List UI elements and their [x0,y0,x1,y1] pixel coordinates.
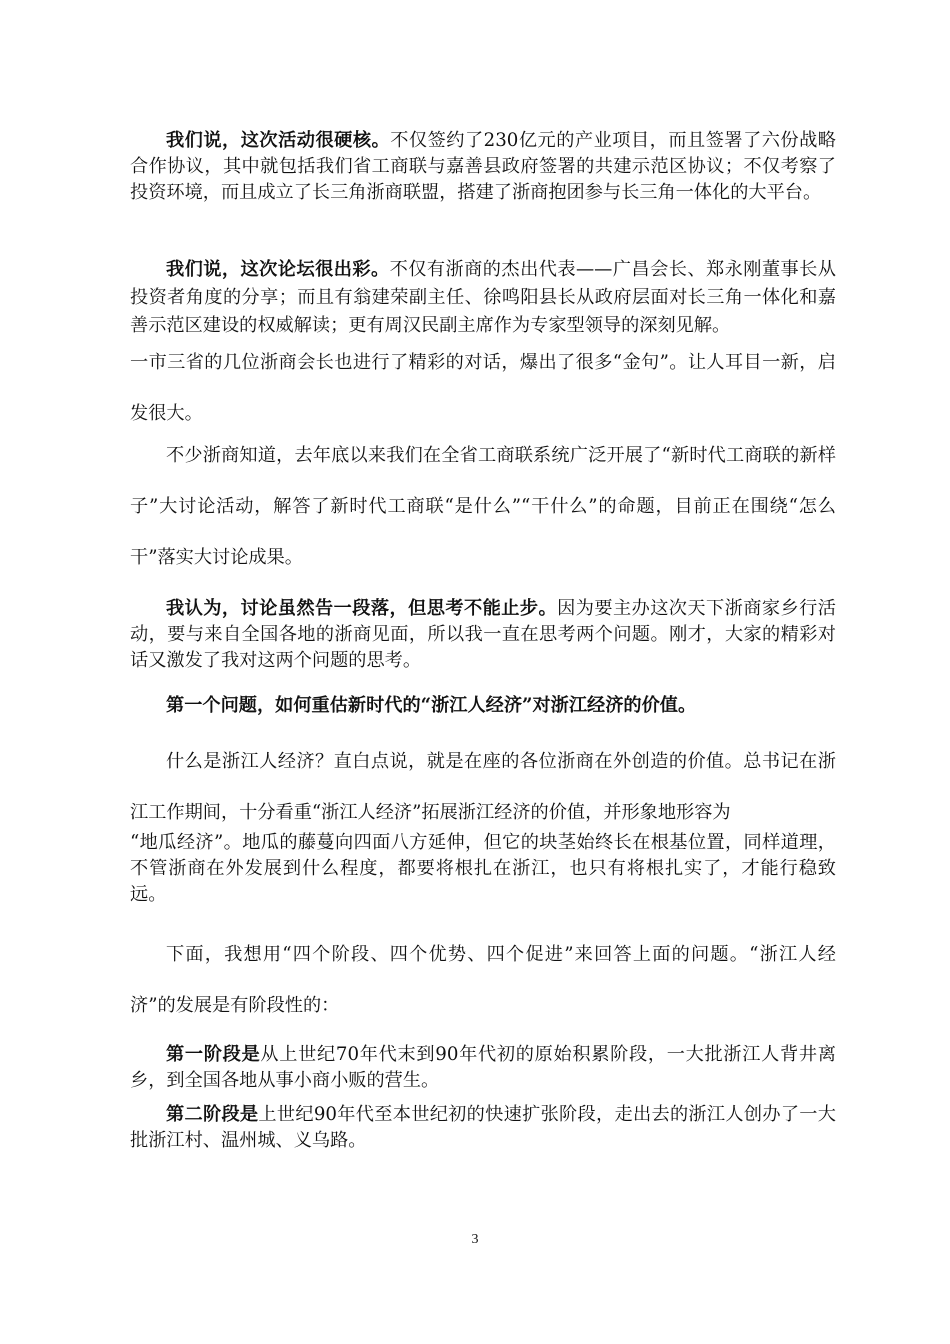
paragraph-discussion [130,430,836,583]
paragraph-lead: 第一阶段是 [166,1044,261,1065]
paragraph-definition [130,736,836,838]
paragraph-thinking [130,596,836,674]
paragraph-lead: 我们说，这次活动很硬核。 [166,130,391,151]
paragraph-activity [130,128,836,206]
paragraph-text: 不仅签约了230亿元的产业项目，而且签署了六份战略合作协议，其中就包括我们省工商联与嘉善县政府签署的共建示范区协议；不仅考察了投资环境，而且成立了长三角浙商联盟，搭建了浙商抱团参与长三角一体化的大平台。 [130,130,836,203]
question-heading [130,693,836,719]
paragraph-text: 一市三省的几位浙商会长也进行了精彩的对话，爆出了很多“金句”。让人耳目一新，启发很大。 [130,352,836,424]
paragraph-text: 下面，我想用“四个阶段、四个优势、四个促进”来回答上面的问题。“浙江人经济”的发展是有阶段性的： [130,944,836,1016]
paragraph-text: 不仅有浙商的杰出代表——广昌会长、郑永刚董事长从投资者角度的分享；而且有翁建荣副主任、徐鸣阳县长从政府层面对长三角一体化和嘉善示范区建设的权威解读；更有周汉民副主席作为专家型领导的深刻见解。 [130,259,836,336]
page-number: 3 [471,1232,479,1247]
paragraph-sweet-potato [130,830,836,908]
paragraph-lead: 第二阶段是 [166,1104,259,1125]
paragraph-stage-two [130,1102,836,1154]
paragraph-dialogue [130,337,836,439]
heading-text: 第一个问题，如何重估新时代的“浙江人经济”对浙江经济的价值。 [166,695,697,716]
paragraph-forum [130,256,836,340]
paragraph-four-stages [130,929,836,1031]
paragraph-text: 上世纪90年代至本世纪初的快速扩张阶段，走出去的浙江人创办了一大批浙江村、温州城、义乌路。 [130,1104,836,1151]
paragraph-text: 从上世纪70年代末到90年代初的原始积累阶段，一大批浙江人背井离乡，到全国各地从事小商小贩的营生。 [130,1044,836,1091]
paragraph-lead: 我认为，讨论虽然告一段落，但思考不能止步。 [166,598,558,619]
paragraph-stage-one [130,1042,836,1094]
paragraph-text: “地瓜经济”。地瓜的藤蔓向四面八方延伸，但它的块茎始终长在根基位置，同样道理，不管浙商在外发展到什么程度，都要将根扎在浙江，也只有将根扎实了，才能行稳致远。 [130,832,836,905]
paragraph-text: 不少浙商知道，去年底以来我们在全省工商联系统广泛开展了“新时代工商联的新样子”大讨论活动，解答了新时代工商联“是什么”“干什么”的命题，目前正在围绕“怎么干”落实大讨论成果。 [130,445,836,568]
paragraph-text: 因为要主办这次天下浙商家乡行活动，要与来自全国各地的浙商见面，所以我一直在思考两个问题。刚才，大家的精彩对话又激发了我对这两个问题的思考。 [130,598,836,671]
paragraph-text: 什么是浙江人经济？直白点说，就是在座的各位浙商在外创造的价值。总书记在浙江工作期间，十分看重“浙江人经济”拓展浙江经济的价值，并形象地形容为 [130,751,836,823]
paragraph-lead: 我们说，这次论坛很出彩。 [166,259,390,280]
